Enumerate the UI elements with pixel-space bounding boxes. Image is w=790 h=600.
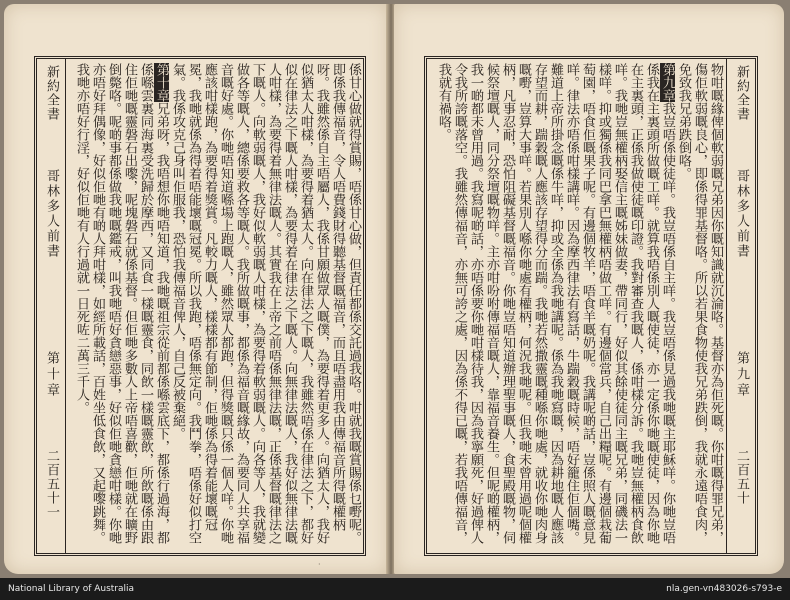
left-running-title: 哥林多人前書	[44, 169, 59, 259]
right-page	[394, 4, 784, 574]
left-paragraph-2	[73, 63, 169, 549]
right-paragraph-2-text: 我豈唔係使徒咩。我豈唔係自主咩。我豈唔係見過我哋嘅主耶穌咩。你哋豈唔係我在主裏頭所做嘅工咩。就算我唔係別人嘅使徒，亦一定係你哋嘅使徒，因為你哋在主裏頭，正係我做使徒嘅印證。我對審查我嘅人，係咁樣分訴。我哋豈無權柄食飲咩。我哋豈無權柄娶信主嘅姊妹做妻，帶同行，好似其餘使徒同主嘅兄弟，同磯法一樣咩。抑或獨係我同巴拿巴無權柄唔做工咩。有邊個當兵，自己出糧呢。有邊個栽葡萄園，唔食佢嘅果子呢。有邊個牧羊，唔食羊嘅奶呢。我講呢啲話，豈係照人嘅意見咩。律法亦唔係咁樣講咩。因為摩西律法有寫話，牛踹穀嘅時候，唔好籠住佢個嘴。難道上帝所掛念嘅係牛咩，抑或全係為我哋講呢。係為我哋寫嘅，因為耕地嘅人應該存望而耕，踹穀嘅人應該存望得分而踹。我哋若然撒靈嘅種喺你哋處，就收你哋肉身嘅嘢，豈算大事咩。若果別人喺你哋處有權柄，何況我哋呢。但我哋未曾用過呢個權柄，凡事忍耐，恐怕阻礙基督嘅福音。你哋豈唔知道辦理聖事嘅人，食聖殿嘅物，伺候祭壇嘅人，同分祭壇嘅物咩。主亦咁吩咐傳福音嘅人，靠福音養生。但呢啲權柄，我一啲都未曾用過。我寫呢啲話，亦唔係要你哋咁樣待我，因為我寧願死，好過俾人令我所誇嘅落空。我雖然傳福音，亦無可誇之處，因為係不得已嘅，若我唔傳福音，我就有禍咯。	[436, 63, 675, 544]
right-running-title: 哥林多人前書	[734, 169, 749, 259]
item-identifier: nla.gen-vn483026-s793-e	[666, 584, 782, 594]
chapter-marker: 第十章	[154, 63, 169, 102]
right-header-column	[726, 59, 755, 553]
left-page-frame	[34, 56, 366, 556]
right-body-text	[427, 59, 725, 553]
left-paragraph-2-text: 兄弟呀，我唔想你哋唔知道，我哋嘅祖宗從前都係喺雲底下，都係行過海，都係喺雲裏同海裏受洗歸於摩西，又同食一樣嘅靈食，同飲一樣嘅靈飲，所飲嘅係由跟住佢哋嘅靈磐石出嚟，呢塊磐石就係基督。但佢哋多數人上帝唔喜歡，佢哋就在曠野倒斃咯。呢啲事都係做我哋嘅鑑戒，叫我哋唔好貪戀惡事，好似佢哋貪戀咁樣。你哋亦唔好拜偶像，好似佢哋有啲人拜咁樣，如經所載話，百姓坐低食飲，又起嚟跳舞。我哋亦唔好行淫，好似佢哋有人行過就一日死咗二萬三千人。	[74, 63, 169, 544]
right-book-title: 新約全書	[734, 65, 749, 121]
left-page	[4, 4, 388, 574]
chapter-marker: 第九章	[660, 63, 675, 102]
left-header-column	[37, 59, 66, 553]
right-chapter-label: 第九章	[734, 351, 749, 399]
library-credit: National Library of Australia	[8, 584, 135, 594]
right-paragraph-2	[435, 63, 675, 549]
right-page-number: 二百五十	[734, 449, 749, 505]
left-paragraph-1: 係甘心做就得賞賜，唔係甘心做，但責任都係交託過我咯。咁就我嘅賞賜係乜嘢呢。即係我傳福音，令人唔費錢財得聽基督嘅福音，而且唔盡用我由傳福音所得嘅權柄呀。我雖然係自主唔屬人，我係甘願做眾人嘅僕，為要得着更多人。向猶太人，我好似猶太人咁樣，為要得着猶太人。向在律法之下嘅人，我雖然唔係在律法之下，都好似在律法之下嘅人咁樣，為要得着在律法之下嘅人。向無律法嘅人，我好似無律法嘅人咁樣，為要得着無律法嘅人。其實我在上帝之前唔係無律法嘅，正係基督嘅律法之下嘅人。向軟弱嘅人，我好似軟弱嘅人咁樣，為要得着軟弱嘅人。向各等人，我就變做各等嘅人，總係要救各等嘅人。我所做嘅事，都係為福音嘅緣故，為要同人共享福音嘅好處。你哋唔知道喺場上跑嘅人，雖然眾人都跑，但得獎嘅只係一個人咩。你哋應該咁樣跑，為要得着獎賞。凡較力嘅人，樣樣都有節制，佢哋係為得着能壞嘅冠冕，我哋就係為得着唔能壞嘅冠冕。所以我跑，唔係無定向。我鬥拳，唔係好似打空氣。我係攻克己身叫佢服我，恐怕我傳福音俾人，自己反被棄絕。	[170, 63, 361, 544]
left-book-title: 新約全書	[44, 65, 59, 121]
right-paragraph-1: 物咁嘅緣俾個軟弱嘅兄弟因你嘅知識就沉淪咯。基督亦為佢死嘅。你咁嘅得罪兄弟，傷佢軟弱嘅良心，即係得罪基督咯。所以若果食物使我兄弟跌倒，我就永遠唔食肉，免致我兄弟跌倒咯。	[676, 63, 723, 544]
left-chapter-label: 第十章	[44, 351, 59, 399]
right-page-frame	[424, 56, 758, 556]
left-pencil-mark: ·	[318, 560, 321, 569]
left-body-text	[67, 59, 363, 553]
left-page-number: 二百五十一	[44, 449, 59, 519]
viewer-footer	[0, 578, 790, 600]
